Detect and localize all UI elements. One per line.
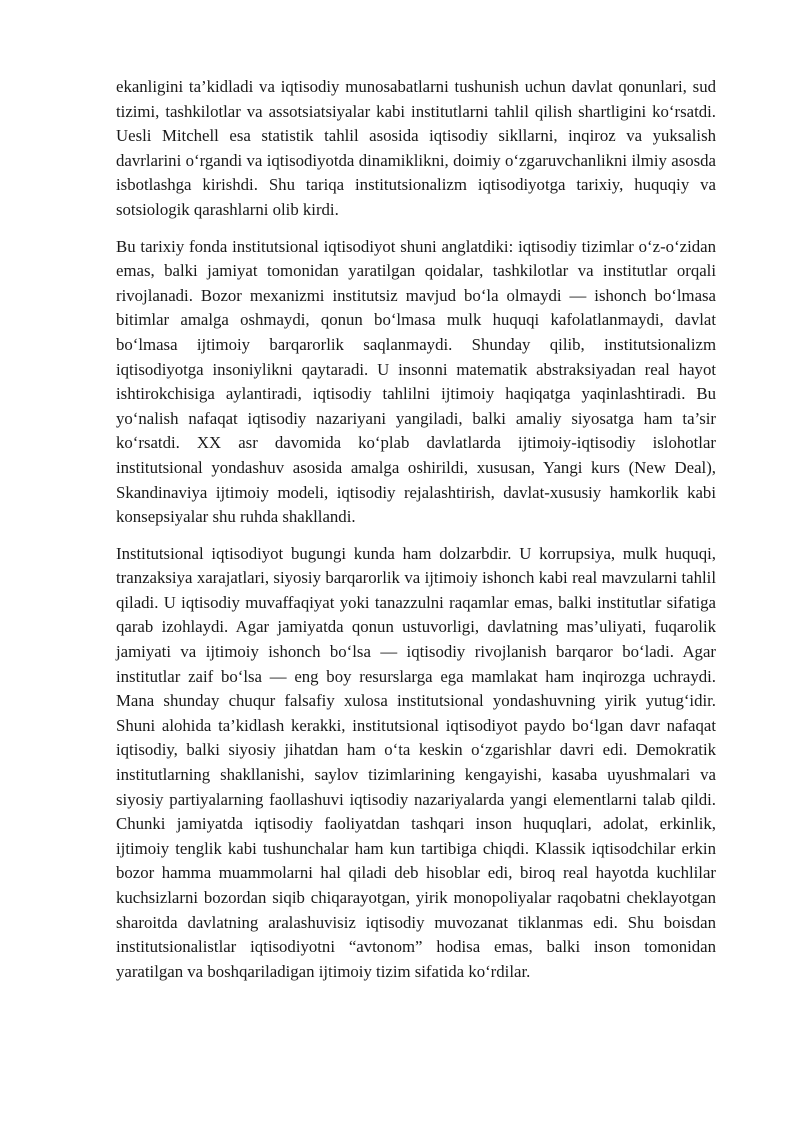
paragraph-3: Institutsional iqtisodiyot bugungi kunda ham dolzarbdir. U korrupsiya, mulk huquqi, tranzaksiya xarajatlari, siyosiy barqarorlik va ijtimoiy ishonch kabi real mavzularni tahlil qiladi. U iqtisodiy muvaffaqiyat yoki tanazzulni raqamlar emas, balki institutlar sifatiga qarab izohlaydi. Agar jamiyatda qonun ustuvorligi, davlatning mas’uliyati, fuqarolik jamiyati va ijtimoiy ishonch bo‘lsa — iqtisodiy rivojlanish barqaror bo‘ladi. Agar institutlar zaif bo‘lsa — eng boy resurslarga ega mamlakat ham inqirozga uchraydi. Mana shunday chuqur falsafiy xulosa institutsional yondashuvning yirik yutug‘idir. Shuni alohida ta’kidlash kerakki, institutsional iqtisodiyot paydo bo‘lgan davr nafaqat iqtisodiy, balki siyosiy jihatdan ham o‘ta keskin o‘zgarishlar davri edi. Demokratik institutlarning shakllanishi, saylov tizimlarining kengayishi, kasaba uyushmalari va siyosiy partiyalarning faollashuvi iqtisodiy nazariyalarda yangi elementlarni talab qildi. Chunki jamiyatda iqtisodiy faoliyatdan tashqari inson huquqlari, adolat, erkinlik, ijtimoiy tenglik kabi tushunchalar ham kun tartibiga chiqdi. Klassik iqtisodchilar erkin bozor hamma muammolarni hal qiladi deb hisoblar edi, biroq real hayotda kuchlilar kuchsizlarni bozordan siqib chiqarayotgan, yirik monopoliyalar raqobatni cheklayotgan sharoitda davlatning aralashuvisiz iqtisodiy muvozanat tiklanmas edi. Shu boisdan institutsionalistlar iqtisodiyotni “avtonom” hodisa emas, balki inson tomonidan yaratilgan va boshqariladigan ijtimoiy tizim sifatida ko‘rdilar. [116, 543, 716, 981]
paragraph-2: Bu tarixiy fonda institutsional iqtisodiyot shuni anglatdiki: iqtisodiy tizimlar o‘z-o‘zidan emas, balki jamiyat tomonidan yaratilgan qoidalar, tashkilotlar va institutlar orqali rivojlanadi. Bozor mexanizmi institutsiz mavjud bo‘la olmaydi — ishonch bo‘lmasa bitimlar amalga oshmaydi, qonun bo‘lmasa mulk huquqi kafolatlanmaydi, davlat bo‘lmasa ijtimoiy barqarorlik saqlanmaydi. Shunday qilib, institutsionalizm iqtisodiyotga insoniylikni qaytaradi. U insonni matematik abstraksiyadan real hayot ishtirokchisiga aylantiradi, iqtisodiy tahlilni ijtimoiy haqiqatga yaqinlashtiradi. Bu yo‘nalish nafaqat iqtisodiy nazariyani yangiladi, balki amaliy siyosatga ham ta’sir ko‘rsatdi. XX asr davomida ko‘plab davlatlarda ijtimoiy-iqtisodiy islohotlar institutsional yondashuv asosida amalga oshirildi, xususan, Yangi kurs (New Deal), Skandinaviya ijtimoiy modeli, iqtisodiy rejalashtirish, davlat-xususiy hamkorlik kabi konsepsiyalar shu ruhda shakllandi. [116, 236, 716, 527]
paragraph-1: ekanligini ta’kidladi va iqtisodiy munosabatlarni tushunish uchun davlat qonunlari, sud tizimi, tashkilotlar va assotsiatsiyalar kabi institutlarni tahlil qilish shartligini ko‘rsatdi. Uesli Mitchell esa statistik tahlil asosida iqtisodiy sikllarni, inqiroz va yuksalish davrlarini o‘rgandi va iqtisodiyotda dinamiklikni, doimiy o‘zgaruvchanlikni ilmiy asosda isbotlashga kirishdi. Shu tariqa institutsionalizm iqtisodiyotga tarixiy, huquqiy va sotsiologik qarashlarni olib kirdi. [116, 77, 716, 219]
